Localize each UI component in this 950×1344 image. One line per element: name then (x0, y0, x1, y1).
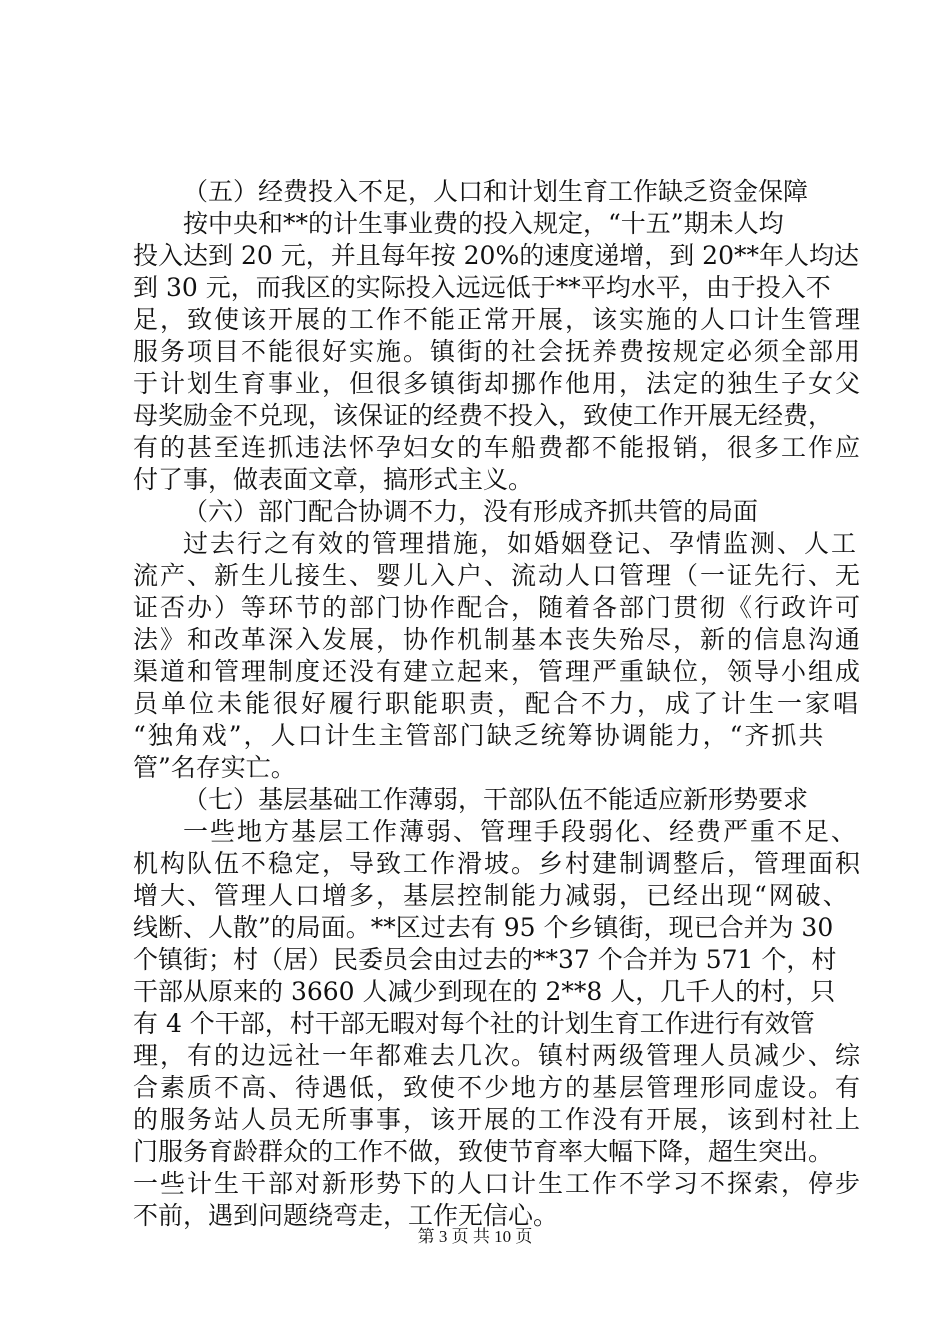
text-line: 过去行之有效的管理措施，如婚姻登记、孕情监测、人工 (183, 529, 859, 558)
text-line: 个镇街；村（居）民委员会由过去的**37 个合并为 571 个，村 (133, 945, 837, 974)
text-line: 合素质不高、待遇低，致使不少地方的基层管理形同虚设。有 (133, 1073, 863, 1102)
text-line: 渠道和管理制度还没有建立起来，管理严重缺位，领导小组成 (133, 657, 863, 686)
text-line: 投入达到 20 元，并且每年按 20%的速度递增，到 20**年人均达 (133, 241, 859, 270)
text-line: 母奖励金不兑现，该保证的经费不投入，致使工作开展无经费， (133, 401, 834, 430)
text-line: 一些计生干部对新形势下的人口计生工作不学习不探索，停步 (133, 1169, 863, 1198)
text-line: 管”名存实亡。 (133, 753, 296, 782)
page-number-footer: 第 3 页 共 10 页 (417, 1227, 533, 1246)
section-heading-7: （七）基层基础工作薄弱，干部队伍不能适应新形势要求 (183, 785, 809, 814)
section-heading-6: （六）部门配合协调不力，没有形成齐抓共管的局面 (183, 497, 759, 526)
text-line: 流产、新生儿接生、婴儿入户、流动人口管理（一证先行、无 (133, 561, 863, 590)
text-line: 线断、人散”的局面。**区过去有 95 个乡镇街，现已合并为 30 (133, 913, 834, 942)
text-line: 一些地方基层工作薄弱、管理手段弱化、经费严重不足、 (183, 817, 859, 846)
text-line: 不前，遇到问题绕弯走，工作无信心。 (133, 1201, 559, 1230)
text-line: 于计划生育事业，但很多镇街却挪作他用，法定的独生子女父 (133, 369, 863, 398)
text-line: 证否办）等环节的部门协作配合，随着各部门贯彻《行政许可 (133, 593, 863, 622)
text-line: 门服务育龄群众的工作不做，致使节育率大幅下降，超生突出。 (133, 1137, 834, 1166)
text-line: 法》和改革深入发展，协作机制基本丧失殆尽，新的信息沟通 (133, 625, 863, 654)
text-line: 员单位未能很好履行职能职责，配合不力，成了计生一家唱 (133, 689, 862, 718)
text-line: 付了事，做表面文章，搞形式主义。 (133, 465, 534, 494)
section-heading-5: （五）经费投入不足，人口和计划生育工作缺乏资金保障 (183, 177, 809, 206)
text-line: 按中央和**的计生事业费的投入规定，“十五”期未人均 (183, 209, 784, 238)
text-line: 有 4 个干部，村干部无暇对每个社的计划生育工作进行有效管 (133, 1009, 815, 1038)
text-line: 干部从原来的 3660 人减少到现在的 2**8 人，几千人的村，只 (133, 977, 836, 1006)
text-line: 到 30 元，而我区的实际投入远远低于**平均水平，由于投入不 (133, 273, 831, 302)
text-line: 足，致使该开展的工作不能正常开展，该实施的人口计生管理 (133, 305, 863, 334)
text-line: “独角戏”，人口计生主管部门缺乏统筹协调能力，“齐抓共 (133, 721, 826, 750)
text-line: 机构队伍不稳定，导致工作滑坡。乡村建制调整后，管理面积 (133, 849, 863, 878)
text-line: 有的甚至连抓违法怀孕妇女的车船费都不能报销，很多工作应 (133, 433, 863, 462)
text-line: 的服务站人员无所事事，该开展的工作没有开展，该到村社上 (133, 1105, 863, 1134)
text-line: 服务项目不能很好实施。镇街的社会抚养费按规定必须全部用 (133, 337, 863, 366)
text-line: 理，有的边远社一年都难去几次。镇村两级管理人员减少、综 (133, 1041, 863, 1070)
text-line: 增大、管理人口增多，基层控制能力减弱，已经出现“网破、 (133, 881, 850, 910)
